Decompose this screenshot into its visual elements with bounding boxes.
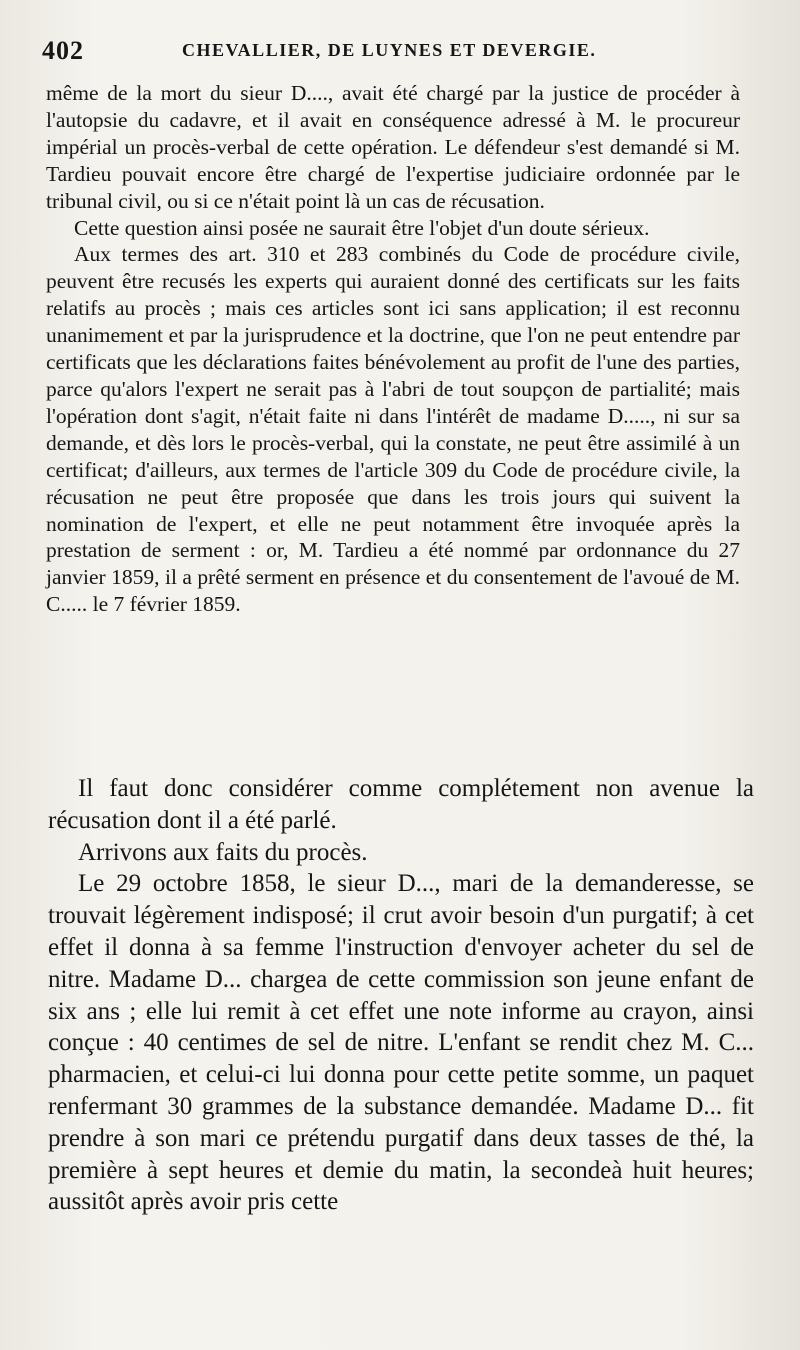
running-head: CHEVALLIER, DE LUYNES ET DEVERGIE.: [182, 40, 597, 60]
main-text-section: [48, 773, 754, 1218]
paragraph: Il faut donc considérer comme complétement non avenue la récusation dont il a été parlé.: [48, 775, 754, 834]
small-print-section: [46, 80, 740, 618]
page-header: [42, 36, 742, 72]
paragraph: Cette question ainsi posée ne saurait être l'objet d'un doute sérieux.: [74, 215, 650, 240]
paragraph: même de la mort du sieur D...., avait été chargé par la justice de procéder à l'autopsie du cadavre, et il avait en conséquence adressé à M. le procureur impérial un procès-verbal de cette opération. Le défendeur s'est demandé si M. Tardieu pouvait encore être chargé de l'expertise judiciaire ordonnée par le tribunal civil, ou si ce n'était point là un cas de récusation.: [46, 81, 740, 213]
paragraph: Le 29 octobre 1858, le sieur D..., mari de la demanderesse, se trouvait légèrement indisposé; il crut avoir besoin d'un purgatif; à cet effet il donna à sa femme l'instruction d'envoyer acheter du sel de nitre. Madame D... chargea de cette commission son jeune enfant de six ans ; elle lui remit à cet effet une note informe au crayon, ainsi conçue : 40 centimes de sel de nitre. L'enfant se rendit chez M. C... pharmacien, et celui-ci lui donna pour cette petite somme, un paquet renfermant 30 grammes de la substance demandée. Madame D... fit prendre à son mari ce prétendu purgatif dans deux tasses de thé, la première à sept heures et demie du matin, la secondeà huit heures; aussitôt après avoir pris cette: [48, 870, 754, 1216]
paragraph: Aux termes des art. 310 et 283 combinés du Code de procédure civile, peuvent être recusés les experts qui auraient donné des certificats sur les faits relatifs au procès ; mais ces articles sont ici sans application; il est reconnu unanimement et par la jurisprudence et la doctrine, que l'on ne peut entendre par certificats que les déclarations faites bénévolement au profit de l'une des parties, parce qu'alors l'expert ne serait pas à l'abri de tout soupçon de partialité; mais l'opération dont s'agit, n'était faite ni dans l'intérêt de madame D....., ni sur sa demande, et dès lors le procès-verbal, qui la constate, ne peut être assimilé à un certificat; d'ailleurs, aux termes de l'article 309 du Code de procédure civile, la récusation ne peut être proposée que dans les trois jours qui suivent la nomination de l'expert, et elle ne peut notamment être invoquée après la prestation de serment : or, M. Tardieu a été nommé par ordonnance du 27 janvier 1859, il a prêté serment en présence et du consentement de l'avoué de M. C..... le 7 février 1859.: [46, 242, 740, 617]
page-number: 402: [42, 36, 84, 65]
paragraph: Arrivons aux faits du procès.: [78, 838, 368, 866]
